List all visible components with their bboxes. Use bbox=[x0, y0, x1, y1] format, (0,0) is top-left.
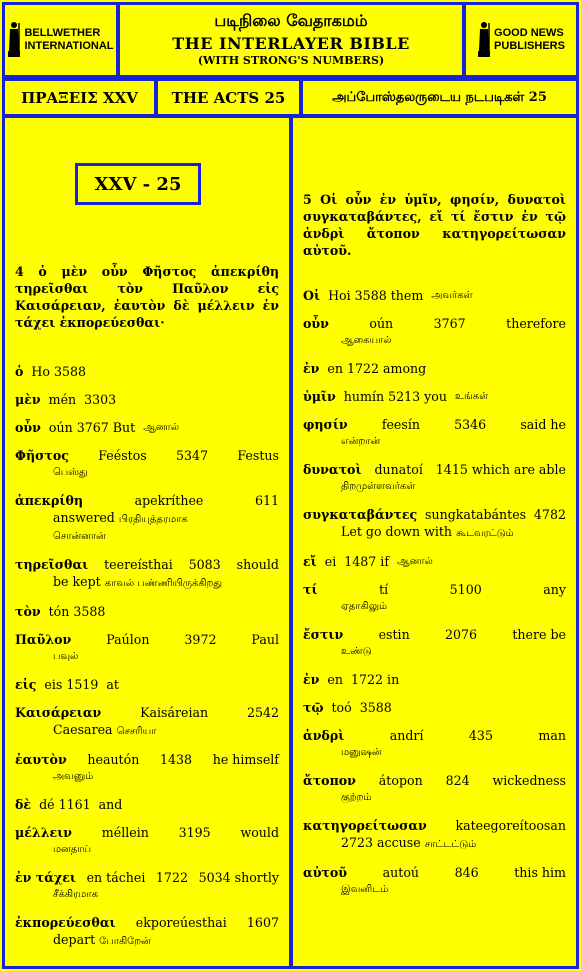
word-field: and bbox=[98, 797, 123, 812]
right-column-content bbox=[293, 118, 576, 898]
word-field: tí bbox=[379, 582, 389, 597]
word-field: feesín bbox=[381, 417, 420, 432]
word-entry-line bbox=[303, 864, 566, 881]
word-entry-line bbox=[303, 416, 566, 433]
greek-word: φησίν bbox=[303, 417, 348, 432]
greek-word: κατηγορείτωσαν bbox=[303, 818, 427, 833]
word-entry bbox=[303, 671, 566, 688]
word-entry bbox=[15, 447, 279, 481]
greek-word: Παῦλον bbox=[15, 632, 72, 647]
word-field: 5034 shortly bbox=[198, 870, 279, 885]
word-field: wickedness bbox=[492, 773, 566, 788]
word-field: 5346 bbox=[454, 417, 487, 432]
word-field: 846 bbox=[454, 865, 479, 880]
greek-word: δὲ bbox=[15, 797, 32, 812]
word-field: en bbox=[327, 672, 343, 687]
logo-line-2: INTERNATIONAL bbox=[24, 40, 114, 52]
word-gloss: மனதாய் bbox=[53, 844, 92, 855]
word-gloss: திறமுள்ளவர்கள் bbox=[341, 481, 416, 492]
word-field: 5347 bbox=[176, 448, 209, 463]
word-gloss: 2723 accuse சாட்டட்டும் bbox=[341, 835, 477, 850]
verse-text: 4 ὁ μὲν οὖν Φῆστος ἀπεκρίθη τηρεῖσθαι τὸν Παῦλον εἰς Καισάρειαν, ἑαυτὸν δὲ μέλλειν ἐν τάχει ἐκπορεύεσθαι· bbox=[15, 264, 279, 330]
good-news-logo bbox=[463, 2, 579, 78]
greek-word: ἑαυτὸν bbox=[15, 752, 67, 767]
word-field: he himself bbox=[212, 752, 279, 767]
word-entry bbox=[15, 869, 279, 903]
word-entry bbox=[15, 751, 279, 785]
greek-word: τηρεῖσθαι bbox=[15, 557, 89, 572]
word-field: Festus bbox=[237, 448, 279, 463]
word-field: sungkatabántes bbox=[425, 507, 527, 522]
word-entry bbox=[303, 699, 566, 716]
word-entry bbox=[15, 796, 279, 813]
word-field: en táchei bbox=[86, 870, 146, 885]
word-field: man bbox=[538, 728, 566, 743]
word-entry-line bbox=[303, 671, 566, 688]
word-entry bbox=[303, 506, 566, 542]
word-gloss: என்றான் bbox=[341, 436, 381, 447]
word-field: 435 bbox=[468, 728, 493, 743]
word-gloss: depart போகிறேன் bbox=[53, 932, 151, 947]
word-gloss: பெஸ்து bbox=[53, 467, 88, 478]
greek-word: ἄτοπον bbox=[303, 773, 356, 788]
greek-word: Οἱ bbox=[303, 288, 321, 303]
word-entry-line bbox=[303, 287, 566, 304]
word-entry-line bbox=[15, 676, 279, 693]
right-column bbox=[290, 115, 579, 969]
word-entry bbox=[303, 553, 566, 570]
word-field: apekríthee bbox=[134, 493, 204, 508]
word-field: teereísthai bbox=[104, 557, 173, 572]
word-entry-line bbox=[15, 869, 279, 886]
greek-word: εἴ bbox=[303, 554, 317, 569]
verse-text: 5 Οἱ οὖν ἐν ὑμῖν, φησίν, δυνατοὶ συγκαταβάντες, εἴ τί ἔστιν ἐν τῷ ἀνδρὶ ἄτοπον κατηγορείτωσαν αὐτοῦ. bbox=[303, 192, 566, 258]
word-field: this him bbox=[514, 865, 566, 880]
word-entry-line bbox=[15, 391, 279, 408]
word-field: autoú bbox=[382, 865, 420, 880]
word-entry bbox=[303, 772, 566, 806]
word-field: Feéstos bbox=[98, 448, 147, 463]
word-field: dé 1161 bbox=[39, 797, 91, 812]
greek-word: οὖν bbox=[15, 420, 41, 435]
greek-word: συγκαταβάντες bbox=[303, 507, 418, 522]
word-field: ekporeúesthai bbox=[135, 915, 227, 930]
word-gloss: சீக்கிரமாக bbox=[53, 889, 98, 900]
word-gloss: ஆகையால் bbox=[341, 335, 392, 346]
word-field: Ho 3588 bbox=[31, 364, 87, 379]
word-field: would bbox=[240, 825, 279, 840]
word-entry bbox=[15, 556, 279, 592]
word-entry-line bbox=[303, 553, 566, 570]
greek-word: ἐν bbox=[303, 672, 320, 687]
word-entry bbox=[303, 416, 566, 450]
word-entry bbox=[303, 360, 566, 377]
greek-word: ἀνδρὶ bbox=[303, 728, 345, 743]
word-entry bbox=[15, 492, 279, 545]
word-entry bbox=[303, 727, 566, 761]
greek-word: μὲν bbox=[15, 392, 41, 407]
word-field: oún bbox=[369, 316, 394, 331]
word-entry bbox=[15, 824, 279, 858]
logo-line-1: BELLWETHER bbox=[24, 27, 101, 39]
word-entry-line bbox=[303, 506, 566, 523]
word-entry-line bbox=[15, 796, 279, 813]
book-tamil bbox=[300, 78, 579, 117]
word-entry bbox=[303, 864, 566, 898]
word-field: 1415 which are able bbox=[435, 462, 566, 477]
word-field: at bbox=[106, 677, 119, 692]
word-entry bbox=[15, 631, 279, 665]
logo-line-2: PUBLISHERS bbox=[494, 40, 565, 52]
word-field: உங்கள் bbox=[454, 391, 489, 402]
word-field: 1607 bbox=[246, 915, 279, 930]
greek-word: τί bbox=[303, 582, 318, 597]
word-entry-line bbox=[15, 556, 279, 573]
word-entry-line bbox=[15, 824, 279, 841]
word-field: Paúlon bbox=[106, 632, 150, 647]
word-field: átopon bbox=[378, 773, 423, 788]
shepherd-figure-icon bbox=[477, 21, 491, 59]
word-entry bbox=[303, 461, 566, 495]
greek-word: ἐκπορεύεσθαι bbox=[15, 915, 116, 930]
word-field: Paul bbox=[251, 632, 279, 647]
word-entry-line bbox=[15, 751, 279, 768]
word-field: oún 3767 But bbox=[48, 420, 136, 435]
greek-word: αὐτοῦ bbox=[303, 865, 348, 880]
word-entry-line bbox=[303, 388, 566, 405]
word-field: 1722 in bbox=[350, 672, 400, 687]
word-field: 5100 bbox=[449, 582, 482, 597]
word-entry-line bbox=[303, 772, 566, 789]
book-english-label: THE ACTS 25 bbox=[171, 88, 286, 107]
title-box bbox=[117, 2, 465, 78]
title-tamil: படிநிலை வேதாகமம் bbox=[214, 11, 368, 30]
word-gloss: Caesarea செசரியா bbox=[53, 722, 157, 737]
word-entry bbox=[303, 315, 566, 349]
word-entry-line bbox=[303, 626, 566, 643]
word-field: 1487 if bbox=[344, 554, 389, 569]
chapter-label: XXV - 25 bbox=[94, 173, 182, 195]
word-field: 3303 bbox=[84, 392, 117, 407]
word-field: estin bbox=[378, 627, 410, 642]
word-field: ஆனால் bbox=[143, 422, 180, 433]
greek-word: τὸν bbox=[15, 604, 41, 619]
word-entry bbox=[15, 676, 279, 693]
greek-word: Φῆστος bbox=[15, 448, 69, 463]
word-entry-line bbox=[15, 419, 279, 436]
word-field: any bbox=[543, 582, 566, 597]
shepherd-figure-icon bbox=[7, 21, 21, 59]
word-entry bbox=[303, 287, 566, 304]
word-entry bbox=[15, 419, 279, 436]
greek-word: ὁ bbox=[15, 364, 24, 379]
word-field: ஆனால் bbox=[396, 556, 433, 567]
word-entry-line bbox=[15, 603, 279, 620]
book-english bbox=[155, 78, 302, 117]
word-gloss: be kept காவல் பண்ணியிருக்கிறது bbox=[53, 574, 223, 589]
greek-word: οὖν bbox=[303, 316, 329, 331]
word-field: Hoi 3588 them bbox=[328, 288, 424, 303]
word-field: eis 1519 bbox=[44, 677, 99, 692]
word-entry-line bbox=[15, 492, 279, 509]
word-entry bbox=[15, 391, 279, 408]
word-field: 3767 bbox=[433, 316, 466, 331]
word-entry-line bbox=[303, 461, 566, 478]
word-field: 3195 bbox=[178, 825, 211, 840]
word-gloss: குற்றம் bbox=[341, 792, 372, 803]
word-field: heautón bbox=[87, 752, 140, 767]
word-gloss: அவனும் bbox=[53, 771, 94, 782]
word-gloss: உண்டு bbox=[341, 646, 372, 657]
word-field: tón 3588 bbox=[48, 604, 106, 619]
word-entry bbox=[15, 363, 279, 380]
greek-word: τῷ bbox=[303, 700, 324, 715]
greek-word: ὑμῖν bbox=[303, 389, 336, 404]
word-entry bbox=[303, 626, 566, 660]
word-field: méllein bbox=[101, 825, 149, 840]
word-gloss: சொன்னான் bbox=[53, 531, 106, 542]
word-field: 3972 bbox=[184, 632, 217, 647]
word-entry-line bbox=[15, 631, 279, 648]
word-entry-line bbox=[303, 581, 566, 598]
word-field: mén bbox=[48, 392, 77, 407]
word-field: 824 bbox=[445, 773, 470, 788]
word-entry-line bbox=[303, 699, 566, 716]
word-gloss: இவனிடம் bbox=[341, 884, 389, 895]
greek-word: Καισάρειαν bbox=[15, 705, 102, 720]
word-gloss: answered பிரதியுத்தரமாக bbox=[53, 510, 188, 525]
word-field: there be bbox=[512, 627, 566, 642]
word-entry-line bbox=[303, 315, 566, 332]
word-entry-line bbox=[303, 817, 566, 834]
greek-word: δυνατοὶ bbox=[303, 462, 362, 477]
word-entry bbox=[15, 914, 279, 950]
left-column bbox=[2, 115, 292, 969]
word-field: 2076 bbox=[445, 627, 478, 642]
word-field: 1722 bbox=[155, 870, 188, 885]
word-gloss: Let go down with கூடவரட்டும் bbox=[341, 524, 514, 539]
title-subtitle: (WITH STRONG'S NUMBERS) bbox=[197, 54, 385, 67]
word-field: andrí bbox=[389, 728, 424, 743]
word-field: Kaisáreian bbox=[140, 705, 209, 720]
word-field: அவர்கள் bbox=[431, 290, 473, 301]
word-field: 2542 bbox=[246, 705, 279, 720]
word-entry bbox=[15, 704, 279, 740]
word-field: toó bbox=[331, 700, 352, 715]
logo-line-1: GOOD NEWS bbox=[494, 27, 564, 39]
word-field: dunatoí bbox=[374, 462, 423, 477]
word-field: 4782 bbox=[533, 507, 566, 522]
book-greek bbox=[2, 78, 157, 117]
word-field: therefore bbox=[506, 316, 566, 331]
bellwether-logo bbox=[2, 2, 119, 78]
word-gloss: பவுல் bbox=[53, 651, 79, 662]
greek-word: μέλλειν bbox=[15, 825, 73, 840]
word-field: ei bbox=[324, 554, 337, 569]
greek-word: ἀπεκρίθη bbox=[15, 493, 84, 508]
word-gloss: மனுஷன் bbox=[341, 747, 382, 758]
title-english: THE INTERLAYER BIBLE bbox=[172, 34, 410, 53]
word-field: 611 bbox=[254, 493, 279, 508]
word-field: should bbox=[236, 557, 279, 572]
word-entry-line bbox=[303, 360, 566, 377]
word-field: 5083 bbox=[188, 557, 221, 572]
greek-word: εἰς bbox=[15, 677, 37, 692]
word-entry bbox=[303, 388, 566, 405]
word-entry bbox=[15, 603, 279, 620]
word-entry-line bbox=[15, 447, 279, 464]
word-entry bbox=[303, 817, 566, 853]
word-field: kateegoreítoosan bbox=[455, 818, 566, 833]
word-entry-line bbox=[303, 727, 566, 744]
book-tamil-label: அப்போஸ்தலருடைய நடபடிகள் 25 bbox=[332, 89, 547, 105]
greek-word: ἐν τάχει bbox=[15, 870, 76, 885]
word-entry-line bbox=[15, 704, 279, 721]
word-field: 1438 bbox=[159, 752, 193, 767]
chapter-box bbox=[75, 163, 201, 205]
word-entry bbox=[303, 581, 566, 615]
left-column-content bbox=[5, 118, 289, 950]
word-entry-line bbox=[15, 914, 279, 931]
word-field: said he bbox=[520, 417, 566, 432]
word-field: humín 5213 you bbox=[343, 389, 447, 404]
greek-word: ἐν bbox=[303, 361, 320, 376]
word-gloss: ஏதாகிலும் bbox=[341, 601, 388, 612]
word-field: 3588 bbox=[359, 700, 392, 715]
word-entry-line bbox=[15, 363, 279, 380]
word-field: en 1722 among bbox=[327, 361, 427, 376]
book-greek-label: ΠΡΑΞΕΙΣ XXV bbox=[21, 88, 138, 107]
greek-word: ἔστιν bbox=[303, 627, 344, 642]
